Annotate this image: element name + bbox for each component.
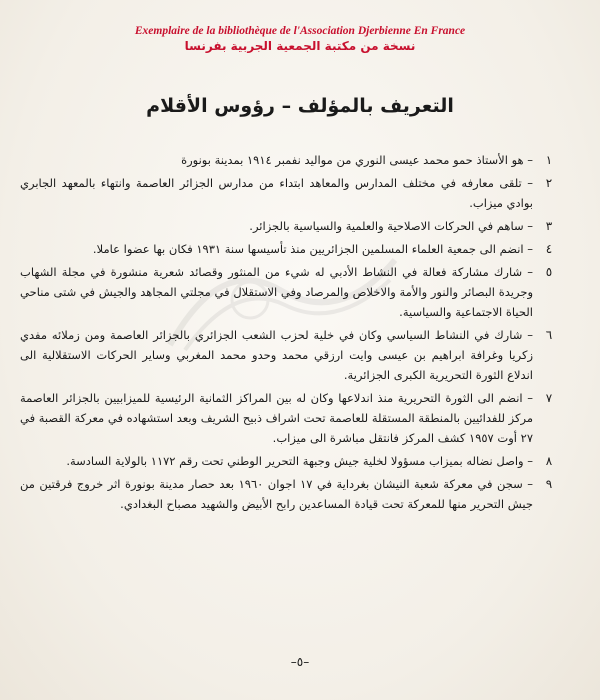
- item-number: ١: [545, 153, 553, 167]
- list-item: [20, 150, 565, 170]
- library-stamp: [70, 24, 530, 54]
- item-text: – شارك مشاركة فعالة في النشاط الأدبي له شيء من المنثور وقصائد شعرية منشورة في مجلة الشهاب وجريدة البصائر والنور والأمة والاخلاص والمرصاد وفي الاستقلال في مجلتي المجاهد والجيش في شتى مناحي الحياة الاجتماعية والسياسية.: [20, 265, 533, 319]
- item-number: ٤: [545, 242, 553, 256]
- stamp-arabic-text: نسخة من مكتبة الجمعية الجربية بفرنسا: [184, 39, 416, 53]
- item-text: – هو الأستاذ حمو محمد عيسى النوري من مواليد نفمبر ١٩١٤ بمدينة بونورة: [181, 153, 533, 167]
- item-number: ٥: [545, 265, 553, 279]
- list-item: [20, 451, 565, 471]
- list-item: [20, 239, 565, 259]
- list-item: [20, 216, 565, 236]
- biography-list: [20, 150, 565, 517]
- item-text: – انضم الى الثورة التحريرية منذ اندلاعها وكان له بين المراكز الثمانية الرئيسية للميزابيين بالجزائر العاصمة مركز للفدائيين بالمنطقة المستقلة للعاصمة تحت اشراف ذبيح الشريف وبعد استشهاده في معركة القصبة في ٢٧ أوت ١٩٥٧ كشف المركز فانتقل مباشرة الى ميزاب.: [20, 391, 533, 445]
- item-number: ٦: [545, 328, 553, 342]
- list-item: [20, 474, 565, 514]
- item-text: – انضم الى جمعية العلماء المسلمين الجزائريين منذ تأسيسها سنة ١٩٣١ فكان بها عضوا عاملا.: [92, 242, 533, 256]
- stamp-french-text: Exemplaire de la bibliothèque de l'Association Djerbienne En France: [134, 25, 466, 37]
- item-number: ٩: [545, 477, 553, 491]
- item-number: ٣: [545, 219, 553, 233]
- list-item: [20, 173, 565, 213]
- list-item: [20, 325, 565, 385]
- item-number: ٢: [545, 176, 553, 190]
- list-item: [20, 262, 565, 322]
- item-text: – ساهم في الحركات الاصلاحية والعلمية والسياسية بالجزائر.: [249, 219, 533, 233]
- item-text: – تلقى معارفه في مختلف المدارس والمعاهد ابتداء من مدارس الجزائر العاصمة وانتهاء بالمعهد الجابري بوادي ميزاب.: [20, 176, 533, 210]
- item-text: – شارك في النشاط السياسي وكان في خلية لحزب الشعب الجزائري بالجزائر العاصمة ومن زملائه مفدي زكريا وغرافة ابراهيم بن عيسى وايت ارزقي محمد وحدو محمد المغربي وساير الحركات الاستقلالية الى اندلاع الثورة التحريرية الكبرى الجزائرية.: [20, 328, 533, 382]
- list-item: [20, 388, 565, 448]
- item-text: – سجن في معركة شعبة النيشان بغرداية في ١٧ اجوان ١٩٦٠ بعد حصار مدينة بونورة اثر خروج فرقتين من جيش التحرير منها للمعركة تحت قيادة المساعدين رابح الأبيض والشهيد مصباح البغدادي.: [20, 477, 534, 511]
- page-number: –٥–: [290, 655, 310, 669]
- page-title: التعريف بالمؤلف – رؤوس الأقلام: [146, 95, 454, 117]
- item-number: ٧: [545, 391, 553, 405]
- item-number: ٨: [545, 454, 553, 468]
- item-text: – واصل نضاله بميزاب مسؤولا لخلية جيش وجبهة التحرير الوطني تحت رقم ١١٧٢ بالولاية السادسة.: [66, 454, 533, 468]
